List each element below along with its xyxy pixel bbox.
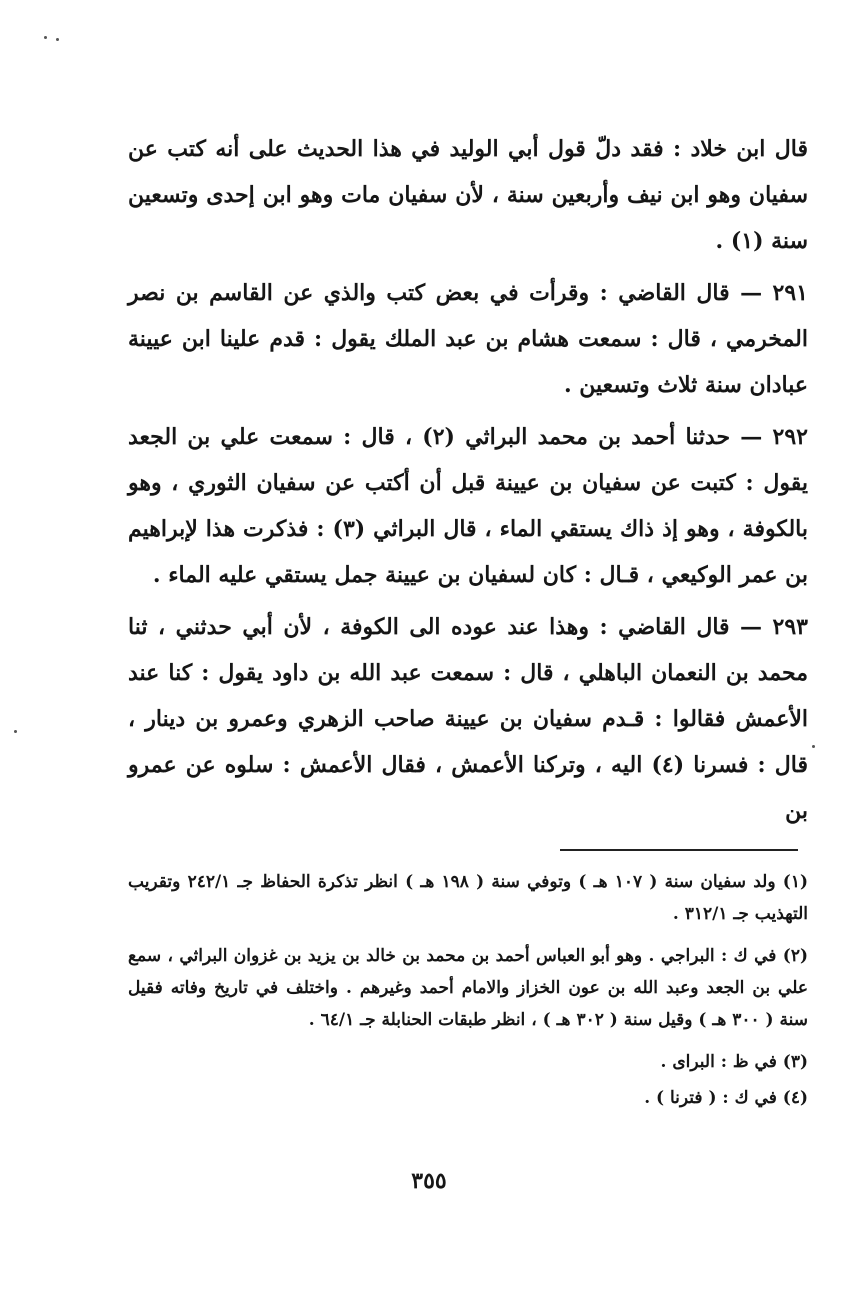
footnotes [128, 866, 808, 1118]
scan-speck [812, 745, 815, 748]
main-text [128, 126, 808, 840]
footnote-2: (٢) في ك : البراجي . وهو أبو العباس أحمد بن محمد بن خالد بن يزيد بن غزوان البراثي ، سمع علي بن الجعد وعبد الله بن عون الخزاز والامام أحمد وغيرهم . واختلف في تاريخ وفاته فقيل سنة ( ٣٠٠ هـ ) وقيل سنة ( ٣٠٢ هـ ) ، انظر طبقات الحنابلة جـ ٦٤/١ . [128, 946, 808, 1030]
paragraph-293: ٢٩٣ — قال القاضي : وهذا عند عوده الى الكوفة ، لأن أبي حدثني ، ثنا محمد بن النعمان الباهلي ، قال : سمعت عبد الله بن داود يقول : كنا عند الأعمش فقالوا : قـدم سفيان بن عيينة صاحب الزهري وعمرو بن دينار ، قال : فسرنا (٤) اليه ، وتركنا الأعمش ، فقال الأعمش : سلوه عن عمرو بن [128, 614, 808, 824]
paragraph-292: ٢٩٢ — حدثنا أحمد بن محمد البراثي (٢) ، قال : سمعت علي بن الجعد يقول : كتبت عن سفيان بن عيينة قبل أن أكتب عن سفيان الثوري ، وهو بالكوفة ، وهو إذ ذاك يستقي الماء ، قال البراثي (٣) : فذكرت هذا لإبراهيم بن عمر الوكيعي ، قـال : كان لسفيان بن عيينة جمل يستقي عليه الماء . [128, 424, 809, 588]
footnote-1: (١) ولد سفيان سنة ( ١٠٧ هـ ) وتوفي سنة ( ١٩٨ هـ ) انظر تذكرة الحفاظ جـ ٢٤٢/١ وتقريب التهذيب جـ ٣١٢/١ . [128, 872, 808, 924]
footnote-divider [560, 849, 798, 851]
scan-speck [14, 730, 17, 733]
paragraph-ibn-khallad: قال ابن خلاد : فقد دلّ قول أبي الوليد في هذا الحديث على أنه كتب عن سفيان وهو ابن نيف وأربعين سنة ، لأن سفيان مات وهو ابن إحدى وتسعين سنة (١) . [128, 136, 808, 254]
scan-speck [44, 36, 47, 39]
footnote-4: (٤) في ك : ( فترنا ) . [644, 1088, 808, 1108]
footnote-3: (٣) في ظ : البراى . [660, 1052, 808, 1072]
scan-speck [56, 38, 59, 41]
page-number: ٣٥٥ [411, 1168, 447, 1194]
paragraph-291: ٢٩١ — قال القاضي : وقرأت في بعض كتب والذي عن القاسم بن نصر المخرمي ، قال : سمعت هشام بن عبد الملك يقول : قدم علينا ابن عيينة عبادان سنة ثلاث وتسعين . [128, 280, 808, 398]
